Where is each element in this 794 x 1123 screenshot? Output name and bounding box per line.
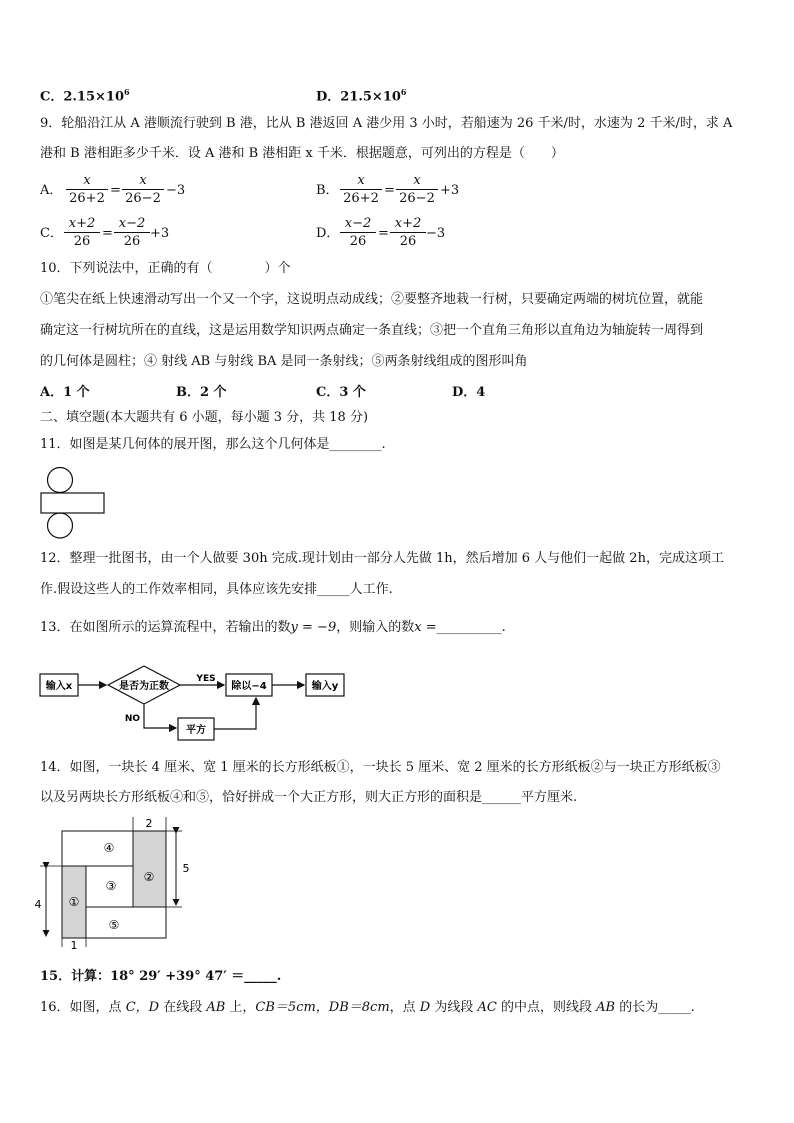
piece-5 xyxy=(86,907,166,938)
q9-option-d-frac1: $\frac{x-2}{26}$ xyxy=(340,215,376,250)
q9-option-a-label: A． xyxy=(40,183,63,198)
q9-option-a-tail: −3 xyxy=(166,183,186,198)
q12-text-line1: 12．整理一批图书，由一个人做要 30h 完成.现计划由一部分人先做 1h，然后增加 6 人与他们一起做 2h，完成这项工 xyxy=(40,551,724,566)
net-rectangle xyxy=(41,493,104,513)
q10-para1: ①笔尖在纸上快速滑动写出一个又一个字，这说明点动成线；②要整齐地栽一行树，只要确定两端的树坑位置，就能 xyxy=(40,292,704,307)
q14-text-line1: 14．如图，一块长 4 厘米、宽 1 厘米的长方形纸板①，一块长 5 厘米、宽 2 厘米的长方形纸板②与一块正方形纸板③ xyxy=(40,760,721,775)
flow-square-label: 平方 xyxy=(186,725,206,736)
q9-option-a-eq: = xyxy=(110,183,121,198)
dim-2-label: 2 xyxy=(145,817,153,830)
flow-no-label: NO xyxy=(124,714,140,724)
flow-arrow-no xyxy=(144,704,176,728)
q9-text-line2: 港和 B 港相距多少千米．设 A 港和 B 港相距 x 千米．根据题意，可列出的方程是（ ） xyxy=(40,146,564,161)
q9-option-b-eq: = xyxy=(384,183,395,198)
q10-option-a: A．1 个 xyxy=(40,385,90,400)
flow-output-label: 输入y xyxy=(311,681,339,692)
section-title: 二、填空题(本大题共有 6 小题，每小题 3 分，共 18 分) xyxy=(40,410,369,425)
q9-option-c-tail: +3 xyxy=(150,226,170,241)
q9-option-c-frac1: $\frac{x+2}{26}$ xyxy=(64,215,100,250)
q10-option-b: B．2 个 xyxy=(176,385,227,400)
flow-input-label: 输入x xyxy=(45,681,73,692)
dim-5-label: 5 xyxy=(182,862,190,875)
q9-option-d-frac2: $\frac{x+2}{26}$ xyxy=(390,215,426,250)
label-1: ① xyxy=(68,895,80,909)
label-4: ④ xyxy=(103,841,115,855)
label-3: ③ xyxy=(105,879,117,893)
q9-option-b-tail: +3 xyxy=(440,183,460,198)
q9-option-c-eq: = xyxy=(102,226,113,241)
q11-net-figure xyxy=(38,462,108,544)
flow-divide-label: 除以−4 xyxy=(231,681,267,692)
q13-output-eq: y = −9 xyxy=(290,620,337,635)
q14-square-figure xyxy=(30,815,205,950)
q9-option-d-label: D． xyxy=(316,226,340,241)
q13-input-eq: x = xyxy=(414,620,437,635)
flow-decision-label: 是否为正数 xyxy=(119,681,169,692)
q11-text: 11．如图是某几何体的展开图，那么这个几何体是________. xyxy=(40,437,386,452)
q10-option-c: C．3 个 xyxy=(316,385,366,400)
q9-option-b-label: B． xyxy=(316,183,339,198)
q12-text-line2: 作.假设这些人的工作效率相同，具体应该先安排_____人工作. xyxy=(40,582,393,597)
q10-para3: 的几何体是圆柱；④ 射线 AB 与射线 BA 是同一条射线；⑤两条射线组成的图形叫角 xyxy=(40,354,528,369)
dim-4-label: 4 xyxy=(34,898,42,911)
q13-text: 13．在如图所示的运算流程中，若输出的数y = −9，则输入的数x =__________. xyxy=(40,620,506,635)
piece-4 xyxy=(62,831,133,866)
flow-arrow-back xyxy=(214,698,256,729)
q9-option-b-frac1: $\frac{x}{26+2}$ xyxy=(340,172,382,207)
q10-option-d: D．4 xyxy=(452,385,486,400)
net-bottom-circle xyxy=(48,513,73,538)
q9-option-b-frac2: $\frac{x}{26-2}$ xyxy=(396,172,438,207)
q9-text-line1: 9．轮船沿江从 A 港顺流行驶到 B 港，比从 B 港返回 A 港少用 3 小时，若船速为 26 千米/时，水速为 2 千米/时，求 A xyxy=(40,116,733,131)
q9-option-a-frac1: $\frac{x}{26+2}$ xyxy=(66,172,108,207)
q9-option-d-tail: −3 xyxy=(426,226,446,241)
net-top-circle xyxy=(48,468,73,493)
q8-option-c: C．$2.15\times 10^6$ xyxy=(40,87,130,105)
q9-option-a-frac2: $\frac{x}{26-2}$ xyxy=(122,172,164,207)
q9-option-c-label: C． xyxy=(40,226,63,241)
q14-text-line2: 以及另两块长方形纸板④和⑤，恰好拼成一个大正方形，则大正方形的面积是______平方厘米. xyxy=(40,790,578,805)
label-2: ② xyxy=(143,870,155,884)
q16-text: 16．如图，点 C，D 在线段 AB 上，CB＝5cm，DB＝8cm，点 D 为线段 AC 的中点，则线段 AB 的长为_____. xyxy=(40,1000,695,1015)
piece-2 xyxy=(133,831,166,907)
q10-title: 10．下列说法中，正确的有（ ）个 xyxy=(40,261,291,276)
q9-option-d-eq: = xyxy=(378,226,389,241)
label-5: ⑤ xyxy=(108,918,120,932)
dim-1-label: 1 xyxy=(70,939,78,950)
q8-option-d: D．$21.5\times 10^6$ xyxy=(316,87,407,105)
q13-flowchart xyxy=(38,660,356,742)
flow-yes-label: YES xyxy=(196,674,216,684)
q15-text: 15．计算：18° 29′ +39° 47′ ＝_____. xyxy=(40,969,282,984)
q10-para2: 确定这一行树坑所在的直线，这是运用数学知识两点确定一条直线；③把一个直角三角形以直角边为轴旋转一周得到 xyxy=(40,323,704,338)
q9-option-c-frac2: $\frac{x-2}{26}$ xyxy=(114,215,150,250)
